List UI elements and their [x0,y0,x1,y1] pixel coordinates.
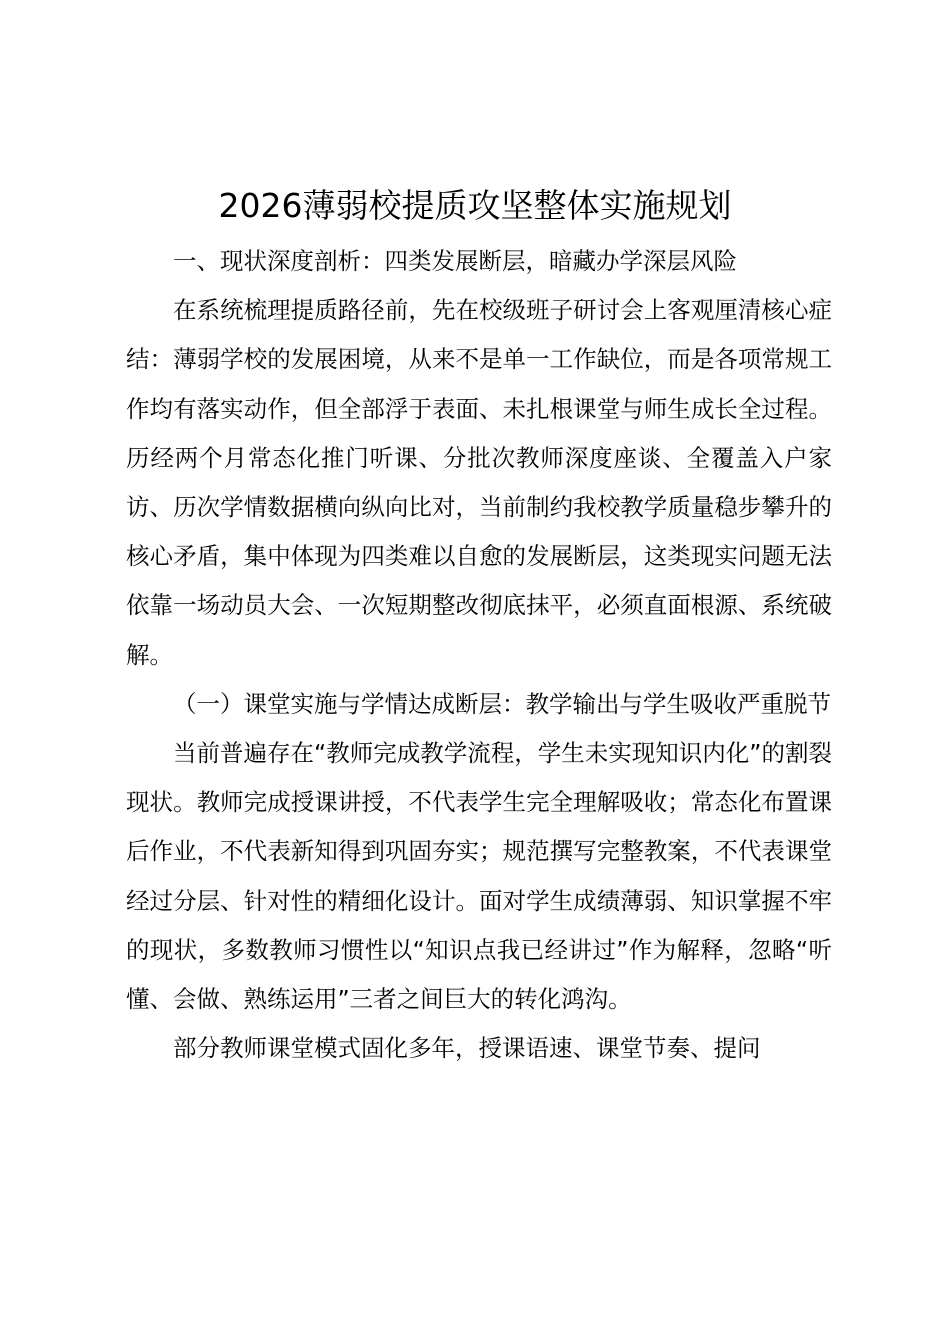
document-body [126,237,832,1073]
document-title: 2026薄弱校提质攻坚整体实施规划 [218,186,732,225]
section-heading: 一、现状深度剖析：四类发展断层，暗藏办学深层风险 [173,247,737,275]
body-paragraph: 部分教师课堂模式固化多年，授课语速、课堂节奏、提问 [173,1034,761,1063]
body-paragraph: 当前普遍存在“教师完成教学流程，学生未实现知识内化”的割裂现状。教师完成授课讲授，不代表学生完全理解吸收；常态化布置课后作业，不代表新知得到巩固夯实；规范撰写完整教案，不代表课堂经过分层、针对性的精细化设计。面对学生成绩薄弱、知识掌握不牢的现状，多数教师习惯性以“知识点我已经讲过”作为解释，忽略“听懂、会做、熟练运用”三者之间巨大的转化鸿沟。 [126,739,832,1014]
body-paragraph: 在系统梳理提质路径前，先在校级班子研讨会上客观厘清核心症结：薄弱学校的发展困境，从来不是单一工作缺位，而是各项常规工作均有落实动作，但全部浮于表面、未扎根课堂与师生成长全过程。历经两个月常态化推门听课、分批次教师深度座谈、全覆盖入户家访、历次学情数据横向纵向比对，当前制约我校教学质量稳步攀升的核心矛盾，集中体现为四类难以自愈的发展断层，这类现实问题无法依靠一场动员大会、一次短期整改彻底抹平，必须直面根源、系统破解。 [126,296,832,669]
subsection-heading: （一）课堂实施与学情达成断层：教学输出与学生吸收严重脱节 [173,689,831,718]
